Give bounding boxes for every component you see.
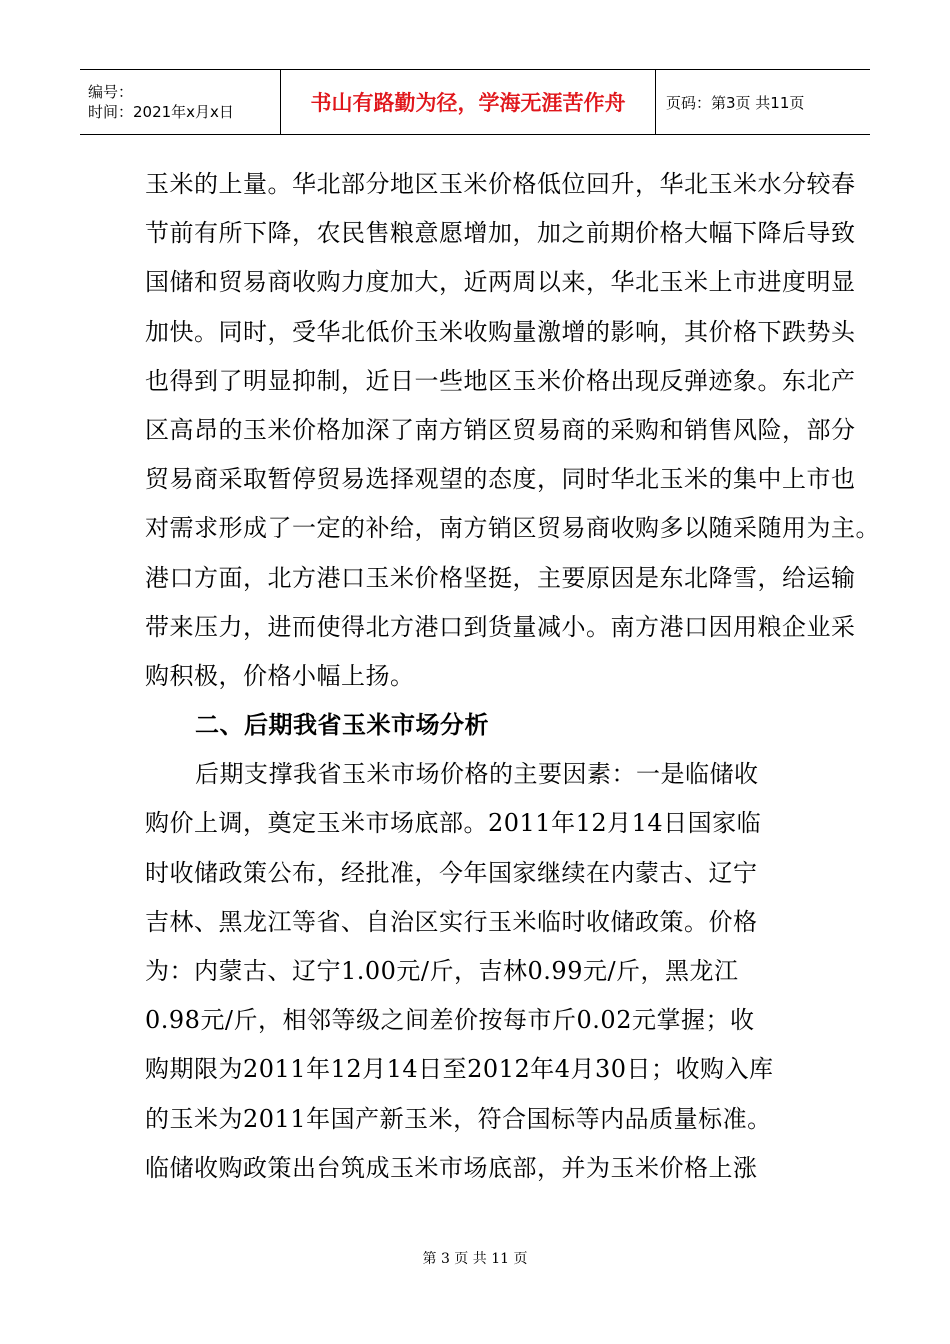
paragraph-line: 带来压力，进而使得北方港口到货量减小。南方港口因用粮企业采 [145, 612, 856, 641]
paragraph-line: 节前有所下降，农民售粮意愿增加，加之前期价格大幅下降后导致 [145, 219, 856, 248]
paragraph-line: 0.98元/斤，相邻等级之间差价按每市斤0.02元掌握；收 [145, 1006, 755, 1035]
header-page-info [656, 70, 870, 134]
paragraph-line: 临储收购政策出台筑成玉米市场底部，并为玉米价格上涨 [145, 1153, 758, 1182]
section-heading: 二、后期我省玉米市场分析 [195, 711, 489, 740]
paragraph-line: 也得到了明显抑制，近日一些地区玉米价格出现反弹迹象。东北产 [145, 366, 856, 395]
paragraph-line: 港口方面，北方港口玉米价格坚挺，主要原因是东北降雪，给运输 [145, 563, 856, 592]
page-label: 页码：第3页 共11页 [666, 93, 805, 112]
paragraph-line: 玉米的上量。华北部分地区玉米价格低位回升，华北玉米水分较春 [145, 170, 856, 198]
paragraph-line: 后期支撑我省玉米市场价格的主要因素：一是临储收 [195, 760, 759, 789]
header-motto [280, 70, 656, 134]
paragraph-line: 对需求形成了一定的补给，南方销区贸易商收购多以随采随用为主。 [145, 514, 880, 543]
number-label: 编号： [88, 83, 134, 101]
motto-text: 书山有路勤为径，学海无涯苦作舟 [310, 91, 626, 115]
paragraph-line: 购积极，价格小幅上扬。 [145, 661, 415, 690]
paragraph-line: 的玉米为2011年国产新玉米，符合国标等内品质量标准。 [145, 1104, 772, 1133]
paragraph-line: 购价上调，奠定玉米市场底部。2011年12月14日国家临 [145, 809, 762, 838]
paragraph-line: 国储和贸易商收购力度加大，近两周以来，华北玉米上市进度明显 [145, 268, 856, 297]
paragraph-line: 加快。同时，受华北低价玉米收购量激增的影响，其价格下跌势头 [145, 317, 856, 346]
paragraph-line: 时收储政策公布，经批准，今年国家继续在内蒙古、辽宁 [145, 858, 758, 887]
document-body [145, 160, 880, 1193]
page-footer: 第 3 页 共 11 页 [422, 1251, 528, 1267]
paragraph-line: 吉林、黑龙江等省、自治区实行玉米临时收储政策。价格 [145, 907, 758, 936]
paragraph-line: 区高昂的玉米价格加深了南方销区贸易商的采购和销售风险，部分 [145, 415, 856, 444]
time-label: 时间：2021年x月x日 [88, 103, 234, 121]
paragraph-line: 为：内蒙古、辽宁1.00元/斤，吉林0.99元/斤，黑龙江 [145, 957, 739, 985]
paragraph-line: 购期限为2011年12月14日至2012年4月30日；收购入库 [145, 1055, 774, 1084]
paragraph-line: 贸易商采取暂停贸易选择观望的态度，同时华北玉米的集中上市也 [145, 465, 856, 494]
document-header [80, 69, 870, 135]
header-meta [80, 70, 280, 134]
